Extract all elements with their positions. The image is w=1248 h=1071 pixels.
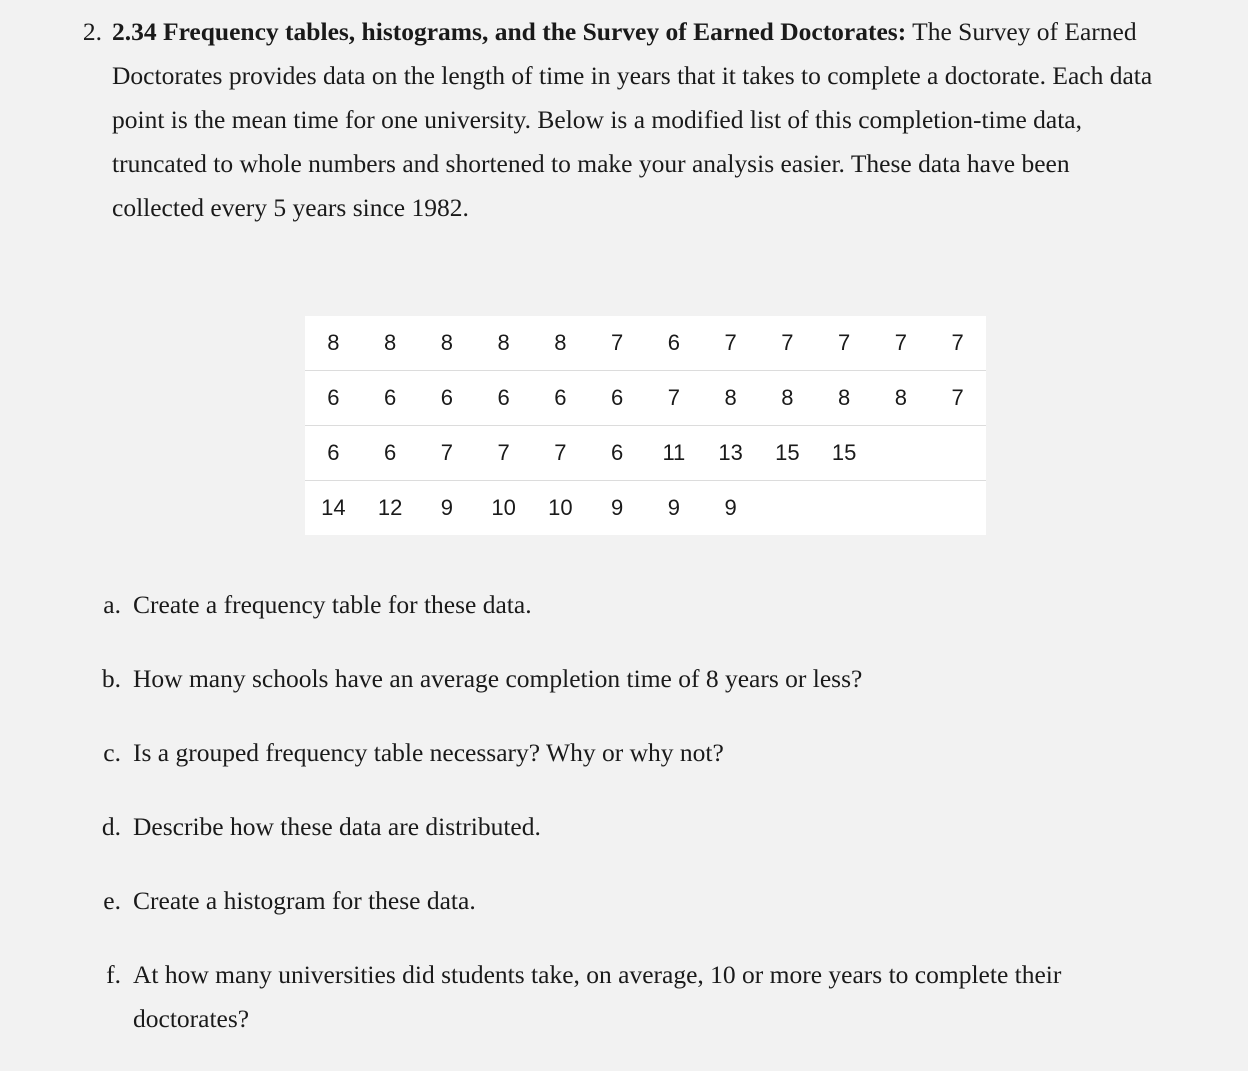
- list-item: [0, 657, 1248, 701]
- data-cell: 8: [384, 330, 397, 355]
- subquestion-marker-f: f.: [106, 960, 121, 989]
- subquestion-text-a: Create a frequency table for these data.: [133, 590, 532, 619]
- list-item: [0, 879, 1248, 923]
- data-cell: 8: [497, 330, 510, 355]
- problem-statement: [112, 10, 1160, 230]
- subquestion-text-f: At how many universities did students take, on average, 10 or more years to complete their doctorates?: [133, 960, 1062, 1033]
- data-cell: 9: [702, 481, 759, 536]
- problem-title: 2.34 Frequency tables, histograms, and the Survey of Earned Doctorates:: [112, 17, 907, 46]
- data-cell: 6: [589, 371, 646, 426]
- data-cell: 6: [362, 426, 419, 481]
- subquestion-text-d: Describe how these data are distributed.: [133, 812, 541, 841]
- data-cell: 8: [554, 330, 567, 355]
- data-cell: 6: [532, 371, 589, 426]
- subquestion-marker-c: c.: [103, 738, 121, 767]
- data-cell: 7: [419, 426, 476, 481]
- data-cell-empty: [873, 481, 930, 536]
- data-cell: 7: [781, 330, 794, 355]
- data-cell: 8: [816, 371, 873, 426]
- problem-block: [0, 0, 1248, 230]
- data-cell: 7: [532, 426, 589, 481]
- table-row: [305, 316, 986, 371]
- data-cell: 6: [362, 371, 419, 426]
- data-cell: 6: [305, 426, 362, 481]
- subquestion-marker-b: b.: [101, 664, 121, 693]
- data-cell: 13: [702, 426, 759, 481]
- data-cell: 9: [646, 481, 703, 536]
- problem-description: The Survey of Earned Doctorates provides data on the length of time in years that it takes to complete a doctorate. Each data point is the mean time for one university. Below is a modified list of this completion-time data, truncated to whole numbers and shortened to make your analysis easier. These data have been collected every 5 years since 1982.: [112, 17, 1153, 222]
- list-item: [0, 731, 1248, 775]
- data-cell-empty: [929, 426, 986, 481]
- subquestion-text-c: Is a grouped frequency table necessary? Why or why not?: [133, 738, 724, 767]
- data-cell: 7: [951, 330, 964, 355]
- data-table-body: [305, 316, 986, 535]
- data-cell: 11: [646, 426, 703, 481]
- data-cell: 7: [475, 426, 532, 481]
- data-cell: 10: [532, 481, 589, 536]
- table-row: [305, 371, 986, 426]
- list-item: [0, 583, 1248, 627]
- data-cell: 8: [759, 371, 816, 426]
- problem-number-marker: 2.: [82, 17, 102, 46]
- table-row: [305, 426, 986, 481]
- data-cell: 6: [305, 371, 362, 426]
- data-table-container: [305, 316, 986, 535]
- data-cell-empty: [873, 426, 930, 481]
- subquestion-marker-a: a.: [103, 590, 121, 619]
- data-cell: 8: [873, 371, 930, 426]
- completion-time-data-table: [305, 316, 986, 535]
- problem-row: [0, 10, 1248, 230]
- subquestion-marker-e: e.: [103, 886, 121, 915]
- data-cell: 6: [667, 330, 680, 355]
- data-cell: 14: [305, 481, 362, 536]
- data-cell: 6: [475, 371, 532, 426]
- data-cell: 9: [589, 481, 646, 536]
- data-cell: 10: [475, 481, 532, 536]
- data-cell: 7: [838, 330, 851, 355]
- subquestion-marker-d: d.: [101, 812, 121, 841]
- data-cell: 8: [327, 330, 340, 355]
- data-cell-empty: [816, 481, 873, 536]
- data-cell-empty: [929, 481, 986, 536]
- data-cell: 9: [419, 481, 476, 536]
- data-cell: 7: [646, 371, 703, 426]
- data-cell: 8: [440, 330, 453, 355]
- problem-body: [112, 10, 1162, 230]
- data-cell: 12: [362, 481, 419, 536]
- data-cell: 7: [724, 330, 737, 355]
- subquestion-text-e: Create a histogram for these data.: [133, 886, 476, 915]
- data-cell: 15: [759, 426, 816, 481]
- data-cell: 15: [816, 426, 873, 481]
- table-row: [305, 481, 986, 536]
- data-cell: 8: [702, 371, 759, 426]
- list-item: [0, 805, 1248, 849]
- list-item: [0, 953, 1248, 1041]
- data-cell: 6: [589, 426, 646, 481]
- data-cell-empty: [759, 481, 816, 536]
- subquestion-text-b: How many schools have an average completion time of 8 years or less?: [133, 664, 863, 693]
- data-cell: 7: [894, 330, 907, 355]
- data-cell: 7: [929, 371, 986, 426]
- data-cell: 6: [419, 371, 476, 426]
- subquestion-list: [0, 583, 1248, 1071]
- data-cell: 7: [611, 330, 624, 355]
